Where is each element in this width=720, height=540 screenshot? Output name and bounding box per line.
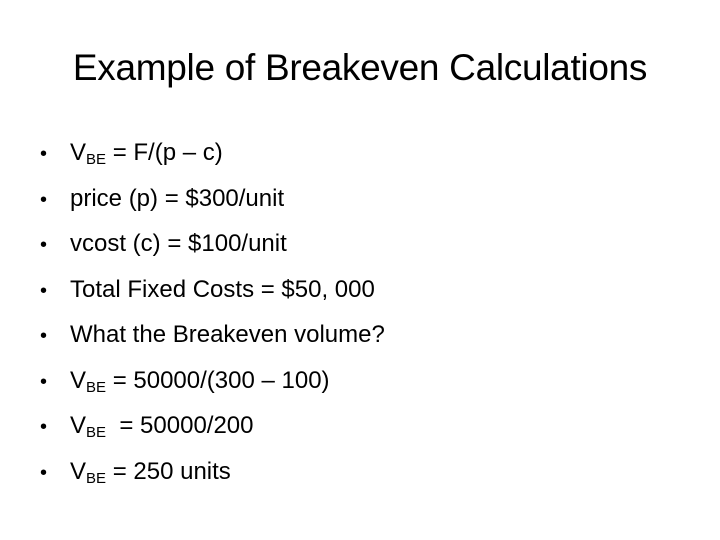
bullet-text: [70, 312, 385, 358]
bullet-expression: = 50000/(300 – 100): [106, 366, 330, 394]
bullet-icon: •: [40, 234, 48, 256]
bullet-item: [40, 267, 385, 313]
bullet-text: [70, 221, 287, 267]
bullet-item: [40, 312, 385, 358]
bullet-text: [70, 449, 231, 495]
bullet-text: [70, 403, 254, 449]
bullet-text: [70, 176, 284, 222]
variable-subscript: BE: [86, 151, 107, 168]
bullet-list: [40, 130, 385, 494]
bullet-item: [40, 130, 385, 176]
variable-base: V: [70, 366, 87, 394]
bullet-icon: •: [40, 370, 48, 393]
bullet-item: [40, 358, 385, 404]
bullet-icon: •: [40, 416, 48, 438]
bullet-expression: price (p) = $300/unit: [70, 184, 285, 212]
bullet-expression: vcost (c) = $100/unit: [70, 230, 287, 257]
bullet-icon: •: [40, 461, 48, 484]
bullet-item: [40, 221, 385, 267]
variable-base: V: [70, 412, 87, 439]
bullet-text: [70, 130, 223, 176]
bullet-item: [40, 403, 385, 449]
bullet-expression: = 50000/200: [106, 412, 254, 439]
bullet-text: [70, 358, 330, 404]
bullet-icon: •: [40, 188, 48, 211]
variable-base: V: [70, 457, 87, 485]
bullet-expression: = F/(p – c): [106, 139, 223, 166]
variable-base: V: [70, 139, 87, 166]
bullet-icon: •: [40, 325, 48, 347]
bullet-text: [70, 267, 375, 313]
bullet-item: [40, 176, 385, 222]
variable-subscript: BE: [86, 469, 107, 487]
bullet-icon: •: [40, 279, 48, 302]
bullet-expression: = 250 units: [106, 457, 231, 485]
slide-title: Example of Breakeven Calculations: [72, 47, 648, 88]
bullet-expression: Total Fixed Costs = $50, 000: [70, 275, 375, 303]
bullet-icon: •: [40, 143, 48, 165]
variable-subscript: BE: [86, 424, 107, 441]
bullet-expression: What the Breakeven volume?: [70, 321, 385, 348]
bullet-item: [40, 449, 385, 495]
variable-subscript: BE: [86, 378, 107, 396]
